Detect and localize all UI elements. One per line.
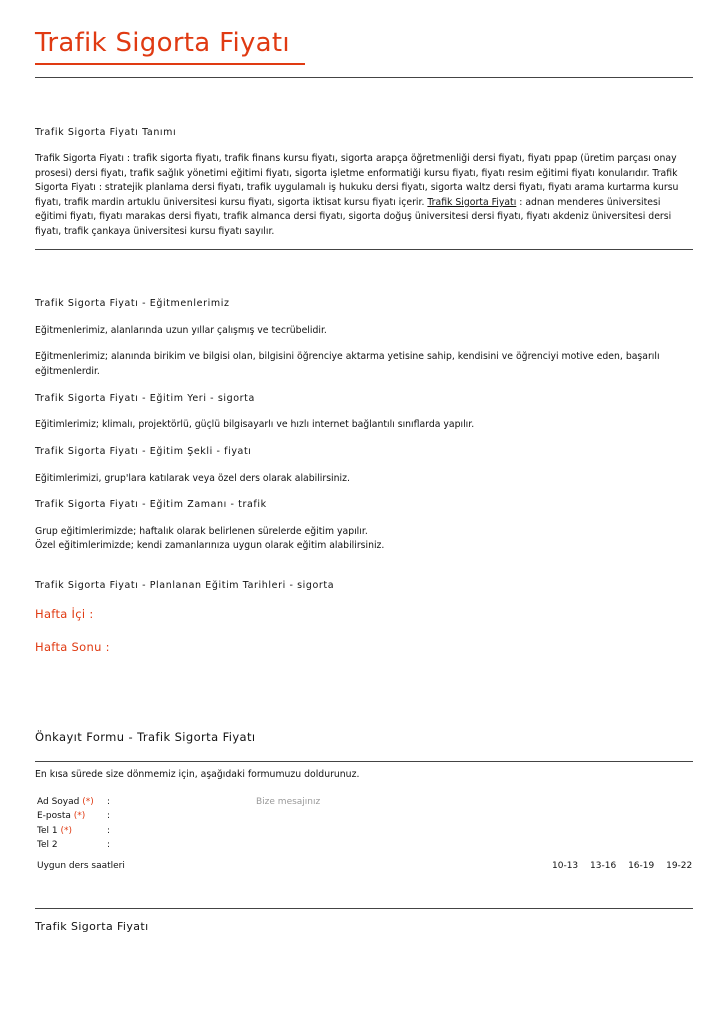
required-mark: (*) <box>60 826 72 836</box>
format-heading: Trafik Sigorta Fiyatı - Eğitim Şekli - fiyatı <box>35 446 252 457</box>
timing-text-1: Grup eğitimlerimizde; haftalık olarak belirlenen sürelerde eğitim yapılır. <box>35 526 368 537</box>
slot-option[interactable]: 16-19 <box>628 861 655 871</box>
tel2-label: Tel 2 <box>37 840 58 850</box>
instructors-text-2: Eğitmenlerimiz; alanında birikim ve bilgisi olan, bilgisini öğrenciye aktarma yetisine sahip, kendisini ve öğrenciyi motive eden, başarılı eğitmenlerdir. <box>35 351 660 377</box>
timing-text-2: Özel eğitimlerimizde; kendi zamanlarınıza uygun olarak eğitim alabilirsiniz. <box>35 540 385 551</box>
location-text: Eğitimlerimiz; klimalı, projektörlü, güçlü bilgisayarlı ve hızlı internet bağlantılı sınıflarda yapılır. <box>35 419 475 430</box>
format-text: Eğitimlerimizi, grup'lara katılarak veya özel ders olarak alabilirsiniz. <box>35 473 350 484</box>
divider <box>35 908 693 909</box>
tel1-label: Tel 1 (*) <box>37 826 72 836</box>
slot-option[interactable]: 13-16 <box>590 861 617 871</box>
name-label: Ad Soyad (*) <box>37 797 94 807</box>
footer-title: Trafik Sigorta Fiyatı <box>35 920 149 933</box>
weekday-label: Hafta İçi : <box>35 607 94 621</box>
schedule-heading: Trafik Sigorta Fiyatı - Planlanan Eğitim Tarihleri - sigorta <box>35 580 335 591</box>
definition-heading: Trafik Sigorta Fiyatı Tanımı <box>35 127 177 138</box>
form-title: Önkayıt Formu - Trafik Sigorta Fiyatı <box>35 730 256 744</box>
slot-option[interactable]: 10-13 <box>552 861 579 871</box>
name-colon: : <box>107 797 111 807</box>
weekend-label: Hafta Sonu : <box>35 640 110 654</box>
tel2-colon: : <box>107 840 111 850</box>
tel1-colon: : <box>107 826 111 836</box>
definition-text-after: : adnan menderes üniversitesi eğitimi fiyatı, fiyatı marakas dersi fiyatı, trafik almanca dersi fiyatı, sigorta doğuş üniversitesi dersi fiyatı, fiyatı akdeniz üniversitesi dersi fiyatı, trafik çankaya üniversitesi kursu fiyatı sayılır. <box>35 196 672 237</box>
email-colon: : <box>107 811 111 821</box>
slot-option[interactable]: 19-22 <box>666 861 693 871</box>
message-field[interactable]: Bize mesajınız <box>256 797 321 807</box>
definition-link[interactable]: Trafik Sigorta Fiyatı <box>427 196 517 208</box>
definition-text-before: Trafik Sigorta Fiyatı : trafik sigorta fiyatı, trafik finans kursu fiyatı, sigorta arapça öğretmenliği dersi fiyatı, fiyatı ppap (üretim parçası onay prosesi) dersi fiyatı, trafik sağlık yönetimi eğitimi fiyatı, sigorta işletme enformatiği kursu fiyatı, fiyatı resim eğitimi fiyatı konularıdır. Trafik Sigorta Fiyatı : stratejik planlama dersi fiyatı, trafik uygulamalı iş hukuku dersi fiyatı, sigorta waltz dersi fiyatı, fiyatı arama kurtarma kursu fiyatı, trafik mardin artuklu üniversitesi kursu fiyatı, sigorta iktisat kursu fiyatı içerir. <box>35 153 679 208</box>
email-label: E-posta (*) <box>37 811 86 821</box>
instructors-text-1: Eğitmenlerimiz, alanlarında uzun yıllar çalışmış ve tecrübelidir. <box>35 325 327 336</box>
instructors-heading: Trafik Sigorta Fiyatı - Eğitmenlerimiz <box>35 298 230 309</box>
divider <box>35 249 693 250</box>
form-intro: En kısa sürede size dönmemiz için, aşağıdaki formumuzu doldurunuz. <box>35 769 360 780</box>
timing-heading: Trafik Sigorta Fiyatı - Eğitim Zamanı - trafik <box>35 499 267 510</box>
page-title: Trafik Sigorta Fiyatı <box>35 28 290 58</box>
required-mark: (*) <box>82 797 94 807</box>
location-heading: Trafik Sigorta Fiyatı - Eğitim Yeri - sigorta <box>35 393 255 404</box>
hours-label: Uygun ders saatleri <box>37 861 125 871</box>
definition-text <box>35 152 693 240</box>
divider <box>35 761 693 762</box>
divider <box>35 77 693 78</box>
required-mark: (*) <box>73 811 86 821</box>
title-underline <box>35 63 305 65</box>
time-slots <box>552 861 701 871</box>
